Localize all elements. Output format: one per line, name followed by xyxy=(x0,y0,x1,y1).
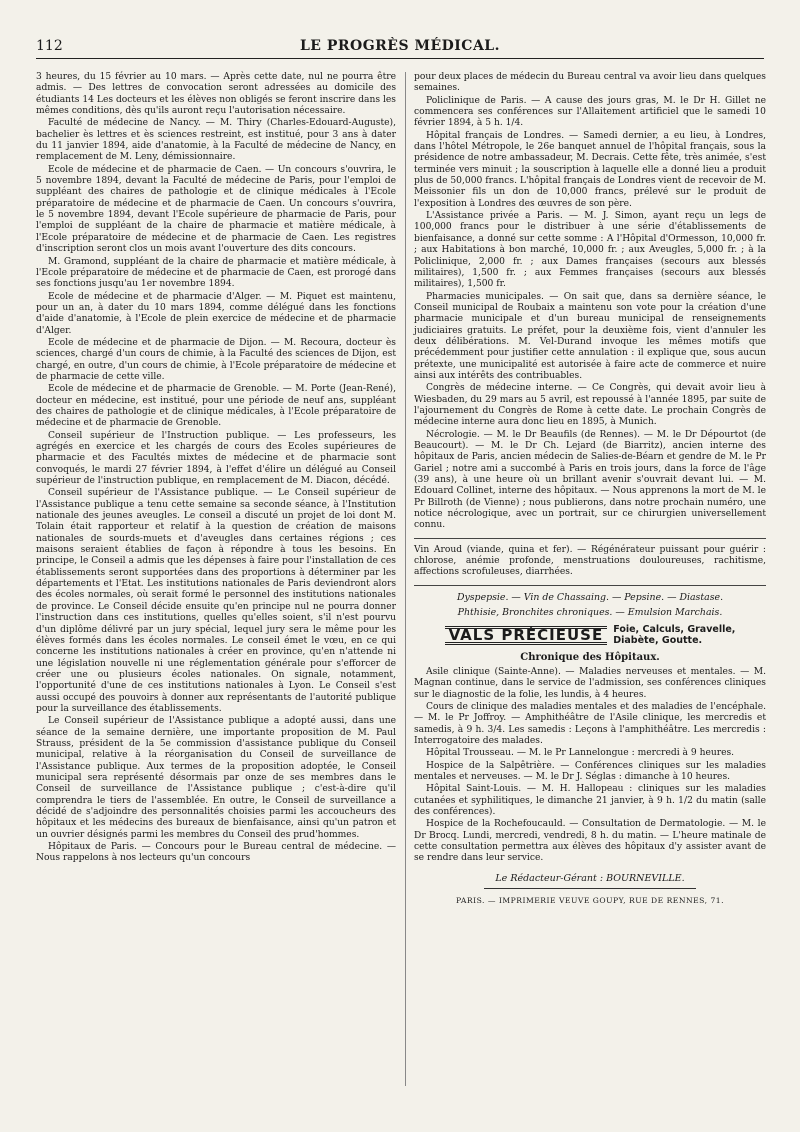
paragraph-nancy: Faculté de médecine de Nancy. — M. Thiry (Charles-Edouard-Auguste), bachelier ès lettres et ès sciences restreint, est institué, pour 3 ans à dater du 11 janvier 1894, aide d'anatomie, à la Faculté de médecine de Nancy, en remplacement de M. Leny, démissionnaire. xyxy=(36,118,396,163)
paragraph-continuation: 3 heures, du 15 février au 10 mars. — Après cette date, nul ne pourra être admis. — Des lettres de convocation seront adressées au domicile des étudiants 14 Les docteurs et les élèves non obligés se feront inscrire dans les mêmes conditions, dès qu'ils auront reçu l'autorisation nécessaire. xyxy=(36,72,396,117)
right-column xyxy=(414,72,766,906)
printer-imprint: PARIS. — IMPRIMERIE VEUVE GOUPY, RUE DE RENNES, 71. xyxy=(455,896,725,905)
paragraph-necrologie: Nécrologie. — M. le Dr Beaufils (de Rennes). — M. le Dr Dépourtot (de Beaucourt). — M. le Dr Ch. Lejard (de Biarritz), ancien interne des hôpitaux de Paris, ancien médecin de Salies-de-Béarn et gendre de M. le Pr Gariel ; notre ami a succombé à Paris en trois jours, dans la force de l'âge (39 ans), à une heure où un brillant avenir s'ouvrait devant lui. — M. Edouard Collinet, interne des hôpitaux. — Nous apprenons la mort de M. le Pr Billroth (de Vienne) ; nous publierons, dans notre prochain numéro, une notice nécrologique, avec un portrait, sur ce chirurgien universellement connu. xyxy=(414,429,766,531)
chronique-item: Hospice de la Salpêtrière. — Conférences cliniques sur les maladies mentales et nerveuses. — M. le Dr J. Séglas : dimanche à 10 heures. xyxy=(414,760,766,782)
chronique-item: Hôpital Saint-Louis. — M. H. Hallopeau : cliniques sur les maladies cutanées et syphilitiques, le dimanche 21 janvier, à 9 h. 1/2 du matin (salle des conférences). xyxy=(414,784,766,817)
footer-rule xyxy=(484,888,695,889)
ad-vin-aroud: Vin Aroud (viande, quina et fer). — Régénérateur puissant pour guérir : chlorose, anémie profonde, menstruations douloureuses, rachitisme, affections scrofuleuses, diarrhées. xyxy=(414,544,766,578)
advertisements xyxy=(414,545,766,647)
journal-title: LE PROGRÈS MÉDICAL. xyxy=(299,38,501,54)
left-column xyxy=(36,72,396,866)
ad-rule xyxy=(414,585,766,586)
page-number: 112 xyxy=(36,38,63,54)
paragraph-hopitaux-paris: Hôpitaux de Paris. — Concours pour le Bureau central de médecine. — Nous rappelons à nos lecteurs qu'un concours xyxy=(36,842,396,864)
vals-indications xyxy=(613,624,735,646)
ad-vals xyxy=(414,624,766,646)
paragraph-hopital-londres: Hôpital français de Londres. — Samedi dernier, a eu lieu, à Londres, dans l'hôtel Métropole, le 26e banquet annuel de l'hôpital français, sous la présidence de notre ambassadeur, M. Decrais. Cette fête, très animée, s'est terminée vers minuit ; la souscription à laquelle elle a donné lieu a produit plus de 50,000 francs. L'hôpital français de Londres vient de recevoir de M. Meissonier fils un don de 10,000 francs, prélevé sur le produit de l'exposition à Londres des œuvres de son père. xyxy=(414,130,766,209)
paragraph-caen: Ecole de médecine et de pharmacie de Caen. — Un concours s'ouvrira, le 5 novembre 1894, devant la Faculté de médecine de Paris, pour l'emploi de suppléant des chaires de pathologie et de clinique médicales à l'Ecole préparatoire de médecine et de pharmacie de Caen. Un concours s'ouvrira, le 5 novembre 1894, devant l'Ecole supérieure de pharmacie de Paris, pour l'emploi de suppléant de la chaire de pharmacie et matière médicale, à l'Ecole préparatoire de médecine et de pharmacie de Caen. Les registres d'inscription seront clos un mois avant l'ouverture des dits concours. xyxy=(36,164,396,255)
paragraph-bureau-central: pour deux places de médecin du Bureau central va avoir lieu dans quelques semaines. xyxy=(414,72,766,94)
gerant-signature: Le Rédacteur-Gérant : BOURNEVILLE. xyxy=(495,872,685,884)
vals-indication-1: Foie, Calculs, Gravelle, xyxy=(613,624,736,636)
paragraph-congres: Congrès de médecine interne. — Ce Congrès, qui devait avoir lieu à Wiesbaden, du 29 mars au 5 avril, est repoussé à l'année 1895, par suite de l'ajournement du Congrès de Rome à cette date. Le prochain Congrès de médecine interne aura donc lieu en 1895, à Munich. xyxy=(414,383,766,428)
chronique-item: Asile clinique (Sainte-Anne). — Maladies nerveuses et mentales. — M. Magnan continue, dans le service de l'admission, ses conférences cliniques sur le diagnostic de la folie, les lundis, à 4 heures. xyxy=(414,666,766,700)
chronique-item: Cours de clinique des maladies mentales et des maladies de l'encéphale. — M. le Pr Joffroy. — Amphithéâtre de l'Asile clinique, les mercredis et samedis, à 9 h. 3/4. Les samedis : Leçons à l'amphithéâtre. Les mercredis : Interrogatoire des malades. xyxy=(414,701,766,746)
section-rule xyxy=(414,538,766,539)
ad-dyspepsie: Dyspepsie. — Vin de Chassaing. — Pepsine. — Diastase. xyxy=(456,591,724,603)
paragraph-pharmacies: Pharmacies municipales. — On sait que, dans sa dernière séance, le Conseil municipal de Roubaix a maintenu son vote pour la création d'une pharmacie municipale et d'un bureau municipal de renseignements judiciaires gratuits. Le préfet, pour la deuxième fois, vient d'annuler les deux délibérations. M. Vel-Durand invoque les mêmes motifs que précédemment pour justifier cette annulation : il explique que, sous aucun prétexte, une municipalité est autorisée à faire acte de commerce et nuire ainsi aux intérêts des contribuables. xyxy=(414,291,766,381)
paragraph-grenoble: Ecole de médecine et de pharmacie de Grenoble. — M. Porte (Jean-René), docteur en médecine, est institué, pour une période de neuf ans, suppléant des chaires de pathologie et de clinique médicales, à l'Ecole préparatoire de médecine et de pharmacie de Grenoble. xyxy=(36,384,396,429)
chronique-item: Hospice de la Rochefoucauld. — Consultation de Dermatologie. — M. le Dr Brocq. Lundi, mercredi, vendredi, 8 h. du matin. — L'heure matinale de cette consultation permettra aux élèves des hôpitaux d'y assister avant de se rendre dans leur service. xyxy=(414,819,766,864)
paragraph-alger: Ecole de médecine et de pharmacie d'Alger. — M. Piquet est maintenu, pour un an, à dater du 10 mars 1894, comme délégué dans les fonctions d'aide d'anatomie, à l'Ecole de plein exercice de médecine et de pharmacie d'Alger. xyxy=(36,291,396,336)
paragraph-assistance-publique: Conseil supérieur de l'Assistance publique. — Le Conseil supérieur de l'Assistance publique a tenu cette semaine sa seconde séance, à l'Institution nationale des jeunes aveugles. Le conseil a discuté un projet de loi dont M. Tolain était rapporteur et relatif à la question de création de maisons nationales de sourds-muets et d'aveugles dans certaines régions ; ces maisons seraient établies de façon à répondre à tous les besoins. En principe, le Conseil a admis que les dépenses à faire pour l'installation de ces établissements seront supportées dans des proportions à déterminer par les départements et l'Etat. Les institutions nationales de Paris deviendront alors des écoles normales, où serait formé le personnel des institutions nationales de province. Le Conseil décide ensuite qu'en principe nul ne pourra donner l'instruction dans ces institutions, quelles qu'elles soient, s'il n'est pourvu d'un diplôme délivré par un jury spécial, lequel jury sera le même pour les élèves formés dans les écoles normales. Le conseil émet le vœu, en ce qui concerne les institutions nationales à créer en province, qu'en n'attende ni une législation nouvelle ni une réglementation générale pour s'efforcer de créer une ou plusieurs écoles nationales. On signale, notamment, l'opportunité d'une de ces institutions nationales à Lyon. Le Conseil s'est aussi occupé des pouvoirs à donner aux représentants de l'autorité publique pour la surveillance des établissements. xyxy=(36,488,396,714)
chronique-title: Chronique des Hôpitaux. xyxy=(520,652,660,664)
paragraph-assistance-privee: L'Assistance privée a Paris. — M. J. Simon, ayant reçu un legs de 100,000 francs pour le distribuer à une série d'établissements de bienfaisance, a donné sur cette somme : A l'Hôpital d'Ormesson, 10,000 fr. ; aux Habitations à bon marché, 10,000 fr. ; aux Aveugles, 5,000 fr. ; à la Policlinique, 2,000 fr. ; aux Dames françaises (secours aux blessés militaires), 1,500 fr. ; aux Femmes françaises (secours aux blessés militaires), 1,500 fr. xyxy=(414,211,766,290)
paragraph-policlinique: Policlinique de Paris. — A cause des jours gras, M. le Dr H. Gillet ne commencera ses conférences sur l'Allaitement artificiel que le samedi 10 février 1894, à 5 h. 1/4. xyxy=(414,95,766,129)
paragraph-gramond: M. Gramond, suppléant de la chaire de pharmacie et matière médicale, à l'Ecole préparatoire de médecine et de pharmacie de Caen, est prorogé dans ses fonctions jusqu'au 1er novembre 1894. xyxy=(36,256,396,290)
ad-phthisie: Phthisie, Bronchites chroniques. — Emulsion Marchais. xyxy=(457,607,723,619)
paragraph-instruction-publique: Conseil supérieur de l'Instruction publique. — Les professeurs, les agrégés en exercice et les chargés de cours des Ecoles supérieures de pharmacie et des Facultés mixtes de médecine et de pharmacie sont convoqués, le mardi 27 février 1894, à l'effet d'élire un délégué au Conseil supérieur de l'instruction publique, en remplacement de M. Diacon, décédé. xyxy=(36,430,396,487)
vals-brand: VALS PRÉCIEUSE xyxy=(445,626,608,645)
vals-indication-2: Diabète, Goutte. xyxy=(613,635,703,647)
page-header xyxy=(36,34,764,59)
chronique-item: Hôpital Trousseau. — M. le Pr Lannelongue : mercredi à 9 heures. xyxy=(426,748,735,759)
paragraph-dijon: Ecole de médecine et de pharmacie de Dijon. — M. Recoura, docteur ès sciences, chargé d'un cours de chimie, à la Faculté des sciences de Dijon, est chargé, en outre, d'un cours de chimie, à l'Ecole préparatoire de médecine et de pharmacie de cette ville. xyxy=(36,337,396,382)
column-divider xyxy=(405,72,406,1086)
paragraph-assistance-strauss: Le Conseil supérieur de l'Assistance publique a adopté aussi, dans une séance de la semaine dernière, une importante proposition de M. Paul Strauss, président de la 5e commission d'assistance publique du Conseil municipal, relative à la réorganisation du Conseil de surveillance de l'Assistance publique. Aux termes de la proposition adoptée, le Conseil municipal sera représenté désormais par onze de ses membres dans le Conseil de surveillance de l'Assistance publique ; c'est-à-dire qu'il comprendra le tiers de l'assemblée. En outre, le Conseil de surveillance a décidé de s'adjoindre des personnalités choisies parmi les accoucheurs des hôpitaux et les médecins des bureaux de bienfaisance, ainsi qu'un patron et un ouvrier désignés parmi les membres du Conseil des prud'hommes. xyxy=(36,716,396,840)
